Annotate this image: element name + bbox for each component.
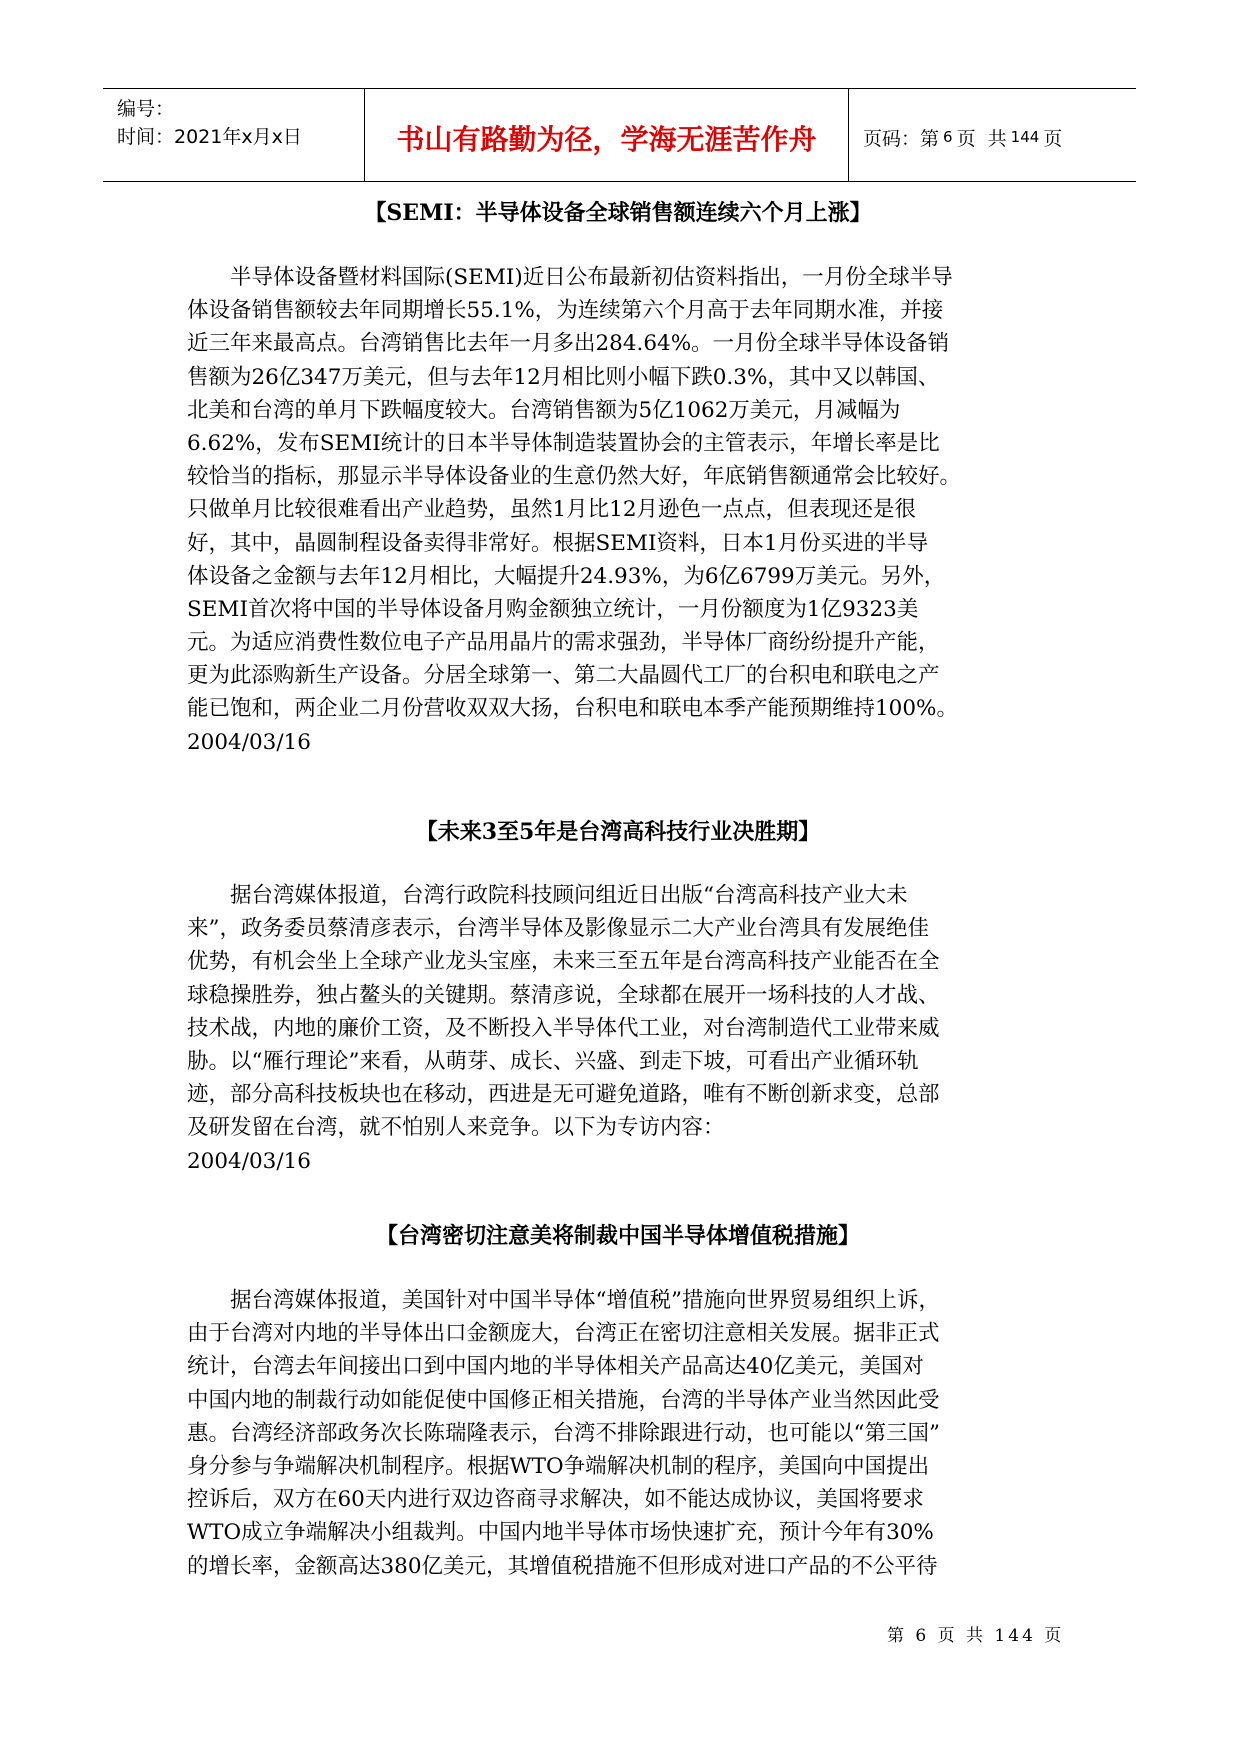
body-line: 胁。以“雁行理论”来看，从萌芽、成长、兴盛、到走下坡，可看出产业循环轨	[187, 1048, 919, 1074]
body-line: 身分参与争端解决机制程序。根据WTO争端解决机制的程序，美国向中国提出	[187, 1453, 930, 1479]
header-motto-cell	[365, 89, 849, 181]
article-body	[187, 1284, 1049, 1583]
body-line: SEMI首次将中国的半导体设备月购金额独立统计，一月份额度为1亿9323美	[187, 596, 919, 622]
article-title: 【SEMI：半导体设备全球销售额连续六个月上涨】	[364, 200, 872, 226]
time-label: 时间：2021年x月x日	[117, 126, 302, 148]
page-label-mid: 页 共	[956, 127, 1007, 150]
page-footer: 第 6 页 共 144 页	[887, 1626, 1065, 1646]
page-label-prefix: 页码：第	[863, 127, 940, 150]
serial-label: 编号：	[117, 98, 175, 120]
body-line: 统计，台湾去年间接出口到中国内地的半导体相关产品高达40亿美元，美国对	[187, 1354, 924, 1380]
body-line: 体设备销售额较去年同期增长55.1%，为连续第六个月高于去年同期水准，并接	[187, 298, 944, 324]
body-line: 售额为26亿347万美元，但与去年12月相比则小幅下跌0.3%，其中又以韩国、	[187, 364, 940, 390]
article-body	[187, 879, 1049, 1178]
body-line: 据台湾媒体报道，台湾行政院科技顾问组近日出版“台湾高科技产业大未	[187, 883, 908, 908]
body-line: 6.62%，发布SEMI统计的日本半导体制造装置协会的主管表示，年增长率是比	[187, 430, 940, 456]
motto-text: 书山有路勤为径，学海无涯苦作舟	[396, 123, 817, 156]
body-line: 控诉后，双方在60天内进行双边咨商寻求解决，如不能达成协议，美国将要求	[187, 1487, 924, 1513]
body-line: 惠。台湾经济部政务次长陈瑞隆表示，台湾不排除跟进行动，也可能以“第三国”	[187, 1420, 940, 1446]
page-header	[103, 88, 1136, 182]
body-line: 优势，有机会坐上全球产业龙头宝座，未来三至五年是台湾高科技产业能否在全	[187, 949, 940, 975]
body-line: 只做单月比较很难看出产业趋势，虽然1月比12月逊色一点点，但表现还是很	[187, 497, 917, 523]
page-total: 144	[1010, 128, 1040, 146]
article-date: 2004/03/16	[187, 729, 311, 755]
page-number: 6	[943, 128, 953, 146]
article-title: 【未来3至5年是台湾高科技行业决胜期】	[415, 819, 821, 845]
body-line: 及研发留在台湾，就不怕别人来竞争。以下为专访内容：	[187, 1115, 725, 1141]
body-line: WTO成立争端解决小组裁判。中国内地半导体市场快速扩充，预计今年有30%	[187, 1520, 934, 1546]
body-line: 半导体设备暨材料国际(SEMI)近日公布最新初估资料指出，一月份全球半导	[187, 265, 953, 290]
body-line: 的增长率，金额高达380亿美元，其增值税措施不但形成对进口产品的不公平待	[187, 1553, 938, 1579]
article-body	[187, 261, 1049, 759]
body-line: 据台湾媒体报道，美国针对中国半导体“增值税”措施向世界贸易组织上诉，	[187, 1288, 940, 1313]
body-line: 由于台湾对内地的半导体出口金额庞大，台湾正在密切注意相关发展。据非正式	[187, 1321, 940, 1347]
body-line: 球稳操胜券，独占鳌头的关键期。蔡清彦说，全球都在展开一场科技的人才战、	[187, 982, 940, 1008]
body-line: 来”，政务委员蔡清彦表示，台湾半导体及影像显示二大产业台湾具有发展绝佳	[187, 916, 929, 942]
body-line: 迹，部分高科技板块也在移动，西进是无可避免道路，唯有不断创新求变，总部	[187, 1082, 940, 1108]
body-line: 较恰当的指标，那显示半导体设备业的生意仍然大好，年底销售额通常会比较好。	[187, 464, 962, 490]
page-label-suffix: 页	[1043, 127, 1063, 150]
body-line: 北美和台湾的单月下跌幅度较大。台湾销售额为5亿1062万美元，月减幅为	[187, 397, 901, 423]
body-line: 技术战，内地的廉价工资，及不断投入半导体代工业，对台湾制造代工业带来威	[187, 1015, 940, 1041]
body-line: 能已饱和，两企业二月份营收双双大扬，台积电和联电本季产能预期维持100%。	[187, 696, 958, 722]
article-date: 2004/03/16	[187, 1148, 311, 1174]
header-page-cell	[849, 89, 1136, 181]
body-line: 体设备之金额与去年12月相比，大幅提升24.93%，为6亿6799万美元。另外，	[187, 563, 946, 589]
body-line: 近三年来最高点。台湾销售比去年一月多出284.64%。一月份全球半导体设备销	[187, 331, 950, 357]
body-line: 元。为适应消费性数位电子产品用晶片的需求强劲，半导体厂商纷纷提升产能，	[187, 630, 940, 656]
header-info-cell	[103, 89, 365, 181]
article-title: 【台湾密切注意美将制裁中国半导体增值税措施】	[375, 1223, 860, 1249]
body-line: 好，其中，晶圆制程设备卖得非常好。根据SEMI资料，日本1月份买进的半导	[187, 530, 929, 556]
body-line: 更为此添购新生产设备。分居全球第一、第二大晶圆代工厂的台积电和联电之产	[187, 663, 940, 689]
body-line: 中国内地的制裁行动如能促使中国修正相关措施，台湾的半导体产业当然因此受	[187, 1387, 940, 1413]
